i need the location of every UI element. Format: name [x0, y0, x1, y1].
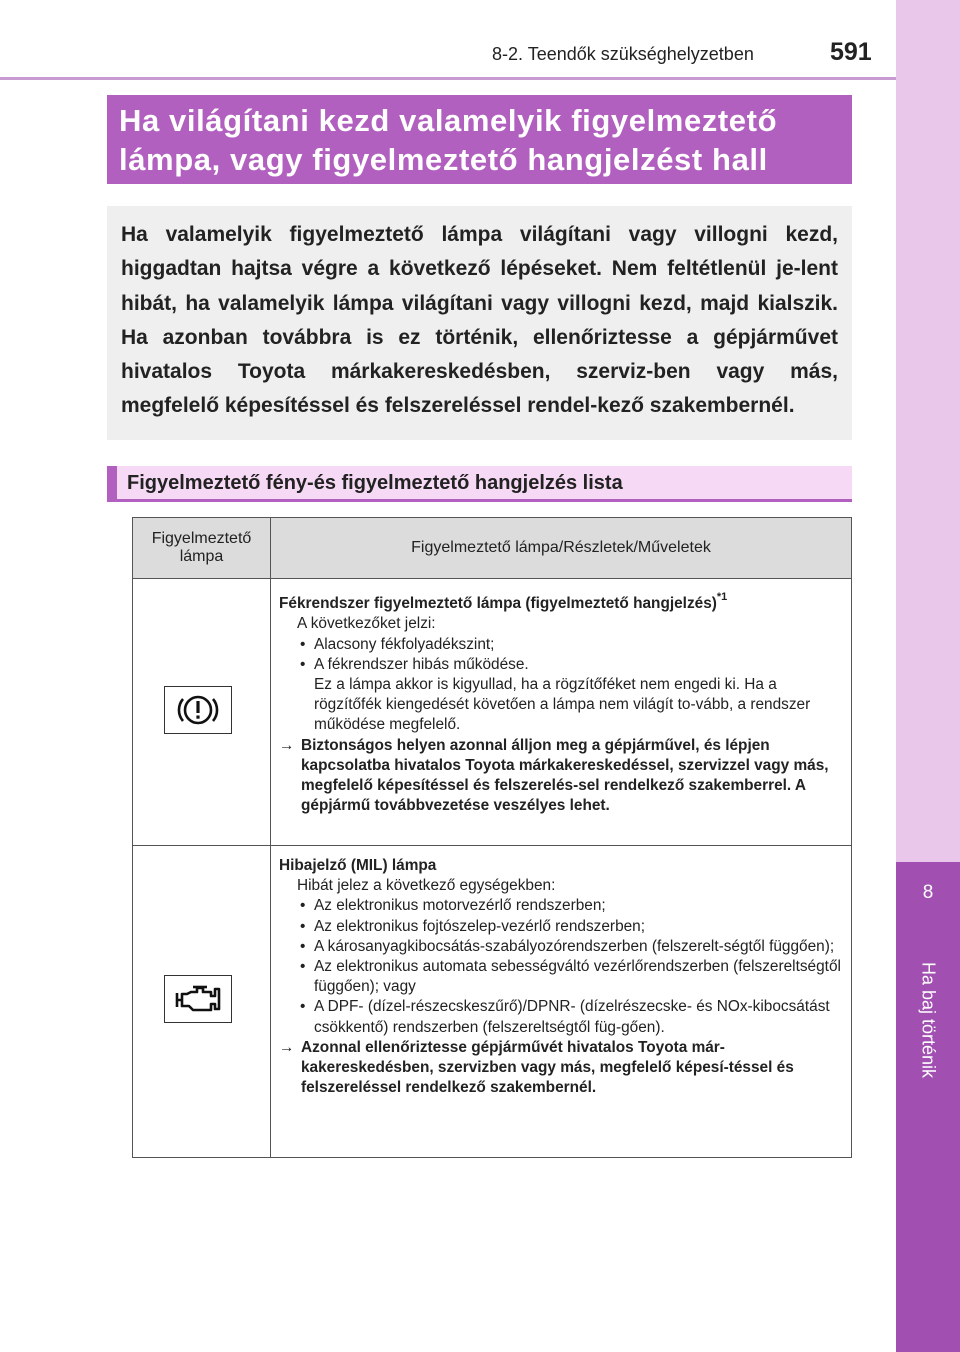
row-title: Fékrendszer figyelmeztető lámpa (figyelmeztető hangjelzés): [279, 595, 717, 613]
col1-header: Figyelmeztető lámpa: [133, 518, 271, 579]
row-note: Ez a lámpa akkor is kigyullad, ha a rögzítőféket nem engedi ki. Ha a rögzítőfék kiengedését követően a lámpa nem világít to-vább, a rendszer működése megfelelő.: [314, 675, 811, 734]
list-item: • A DPF- (dízel-részecskeszűrő)/DPNR- (dízelrészecske- és NOx-kibocsátást csökkentő) rendszerben (felszereltségtől füg-gően).: [300, 998, 830, 1036]
page-number: 591: [830, 38, 872, 66]
arrow-icon: →: [279, 736, 295, 754]
row-action: → Azonnal ellenőriztesse gépjárművét hivatalos Toyota már-kakereskedésben, szervizben vagy más, megfelelő képesí-téssel és felszereléssel rendelkező szakembernél.: [279, 1038, 794, 1097]
list-item: • A károsanyagkibocsátás-szabályozórendszerben (felszerelt-ségtől függően);: [300, 937, 835, 955]
list-item: • Alacsony fékfolyadékszint;: [300, 635, 495, 653]
intro-text: Ha valamelyik figyelmeztető lámpa világítani vagy villogni kezd, higgadtan hajtsa végre a következő lépéseket. Nem feltétlenül je-lent hibát, ha valamelyik lámpa világítani vagy villogni kezd, majd kialszik. Ha azonban továbbra is ez történik, ellenőriztesse a gépjárművet hivatalos Toyota márkakereskedésben, szerviz-ben vagy más, megfelelő képesítéssel és felszereléssel rendel-kező szakembernél.: [121, 223, 838, 418]
chapter-label: Ha baj történik: [918, 961, 939, 1079]
title-line-2: lámpa, vagy figyelmeztető hangjelzést hall: [119, 142, 768, 177]
row-description: [271, 846, 852, 1158]
section-title: 8-2. Teendők szükséghelyzetben: [492, 44, 754, 64]
list-item: • Az elektronikus motorvezérlő rendszerben;: [300, 897, 606, 915]
chapter-tab: [896, 862, 960, 1352]
col2-header: Figyelmeztető lámpa/Részletek/Műveletek: [271, 518, 852, 579]
lamp-cell: [133, 579, 271, 846]
row-title: Hibajelző (MIL) lámpa: [279, 857, 437, 874]
table-row: [133, 579, 852, 846]
warning-light-table: [132, 517, 852, 1158]
lamp-cell: [133, 846, 271, 1158]
chapter-number: 8: [922, 882, 934, 903]
table-header-row: [133, 518, 852, 579]
table-row: [133, 846, 852, 1158]
subheading: [107, 466, 852, 502]
list-item: • Az elektronikus fojtószelep-vezérlő rendszerben;: [300, 917, 646, 935]
list-item: • A fékrendszer hibás működése.: [300, 655, 529, 673]
list-item: • Az elektronikus automata sebességváltó vezérlőrendszerben (felszereltségtől függően); vagy: [300, 958, 841, 996]
arrow-icon: →: [279, 1038, 295, 1056]
row-intro: Hibát jelez a következő egységekben:: [297, 877, 556, 895]
side-tab-background: [896, 0, 960, 862]
subheading-text: Figyelmeztető fény-és figyelmeztető hangjelzés lista: [127, 472, 623, 494]
engine-check-icon: [164, 975, 232, 1023]
brake-warning-icon: [164, 686, 232, 734]
title-banner: [107, 95, 852, 184]
title-line-1: Ha világítani kezd valamelyik figyelmeztető: [119, 103, 778, 138]
intro-box: [107, 206, 852, 440]
footnote-marker: *1: [716, 591, 728, 603]
row-description: [271, 579, 852, 846]
row-intro: A következőket jelzi:: [297, 615, 436, 633]
header-rule: [0, 77, 896, 80]
row-action: → Biztonságos helyen azonnal álljon meg a gépjárművel, és lépjen kapcsolatba hivatalos Toyota márkakereskedéssel, szervizzel vagy más, megfelelő képesítéssel és felszerelés-sel rendelkező szakemberrel. A gépjármű továbbvezetése veszélyes lehet.: [279, 736, 829, 815]
